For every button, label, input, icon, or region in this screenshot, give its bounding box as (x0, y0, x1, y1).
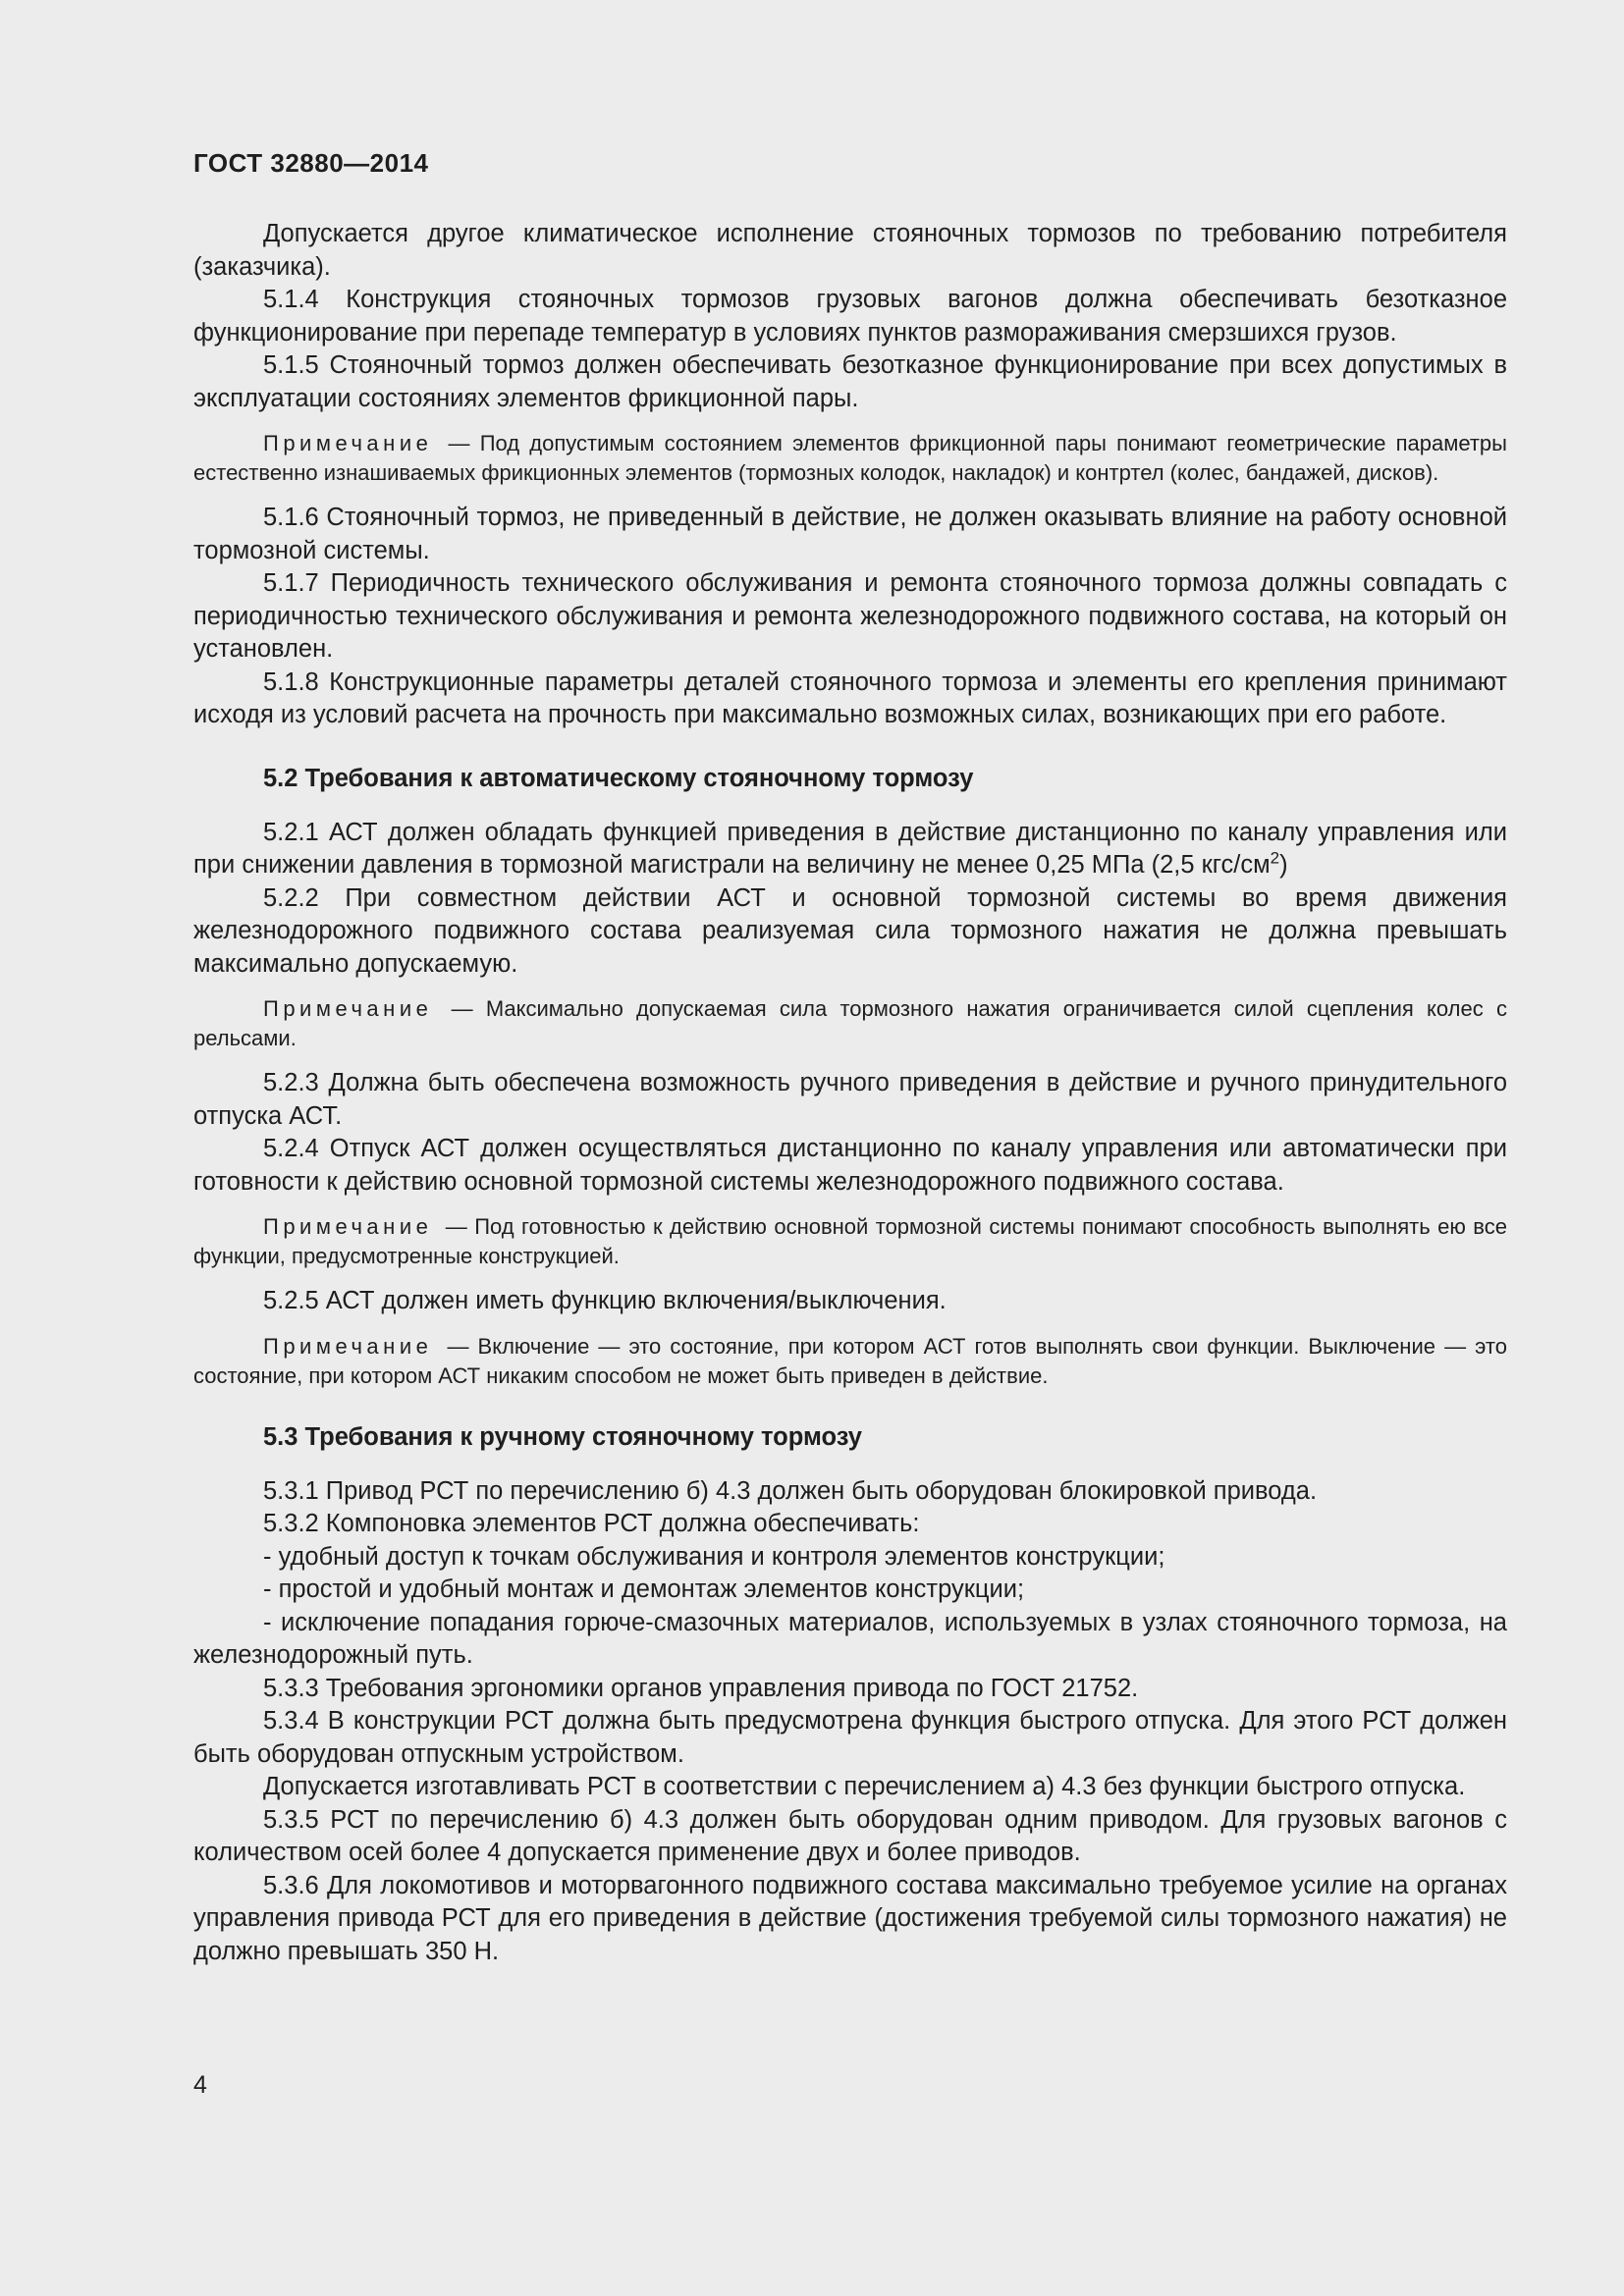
note-text: Под готовностью к действию основной тормозной системы понимают способность выполнять ею все функции, предусмотренные конструкцией. (193, 1214, 1507, 1268)
note-text: Включение — это состояние, при котором АСТ готов выполнять свои функции. Выключение — это состояние, при котором АСТ никаким способом не может быть приведен в действие. (193, 1333, 1507, 1388)
paragraph-5-1-5: 5.1.5 Стояночный тормоз должен обеспечивать безотказное функционирование при всех допустимых в эксплуатации состояниях элементов фрикционной пары. (193, 351, 1507, 412)
document-page (193, 147, 1507, 1968)
note-1 (193, 429, 1507, 488)
paragraph-5-2-1 (193, 817, 1507, 882)
note-4 (193, 1332, 1507, 1391)
paragraph-5-3-5: 5.3.5 РСТ по перечислению б) 4.3 должен быть оборудован одним приводом. Для грузовых вагонов с количеством осей более 4 допускается применение двух и более приводов. (193, 1805, 1507, 1866)
note-dash: — (451, 996, 473, 1021)
note-dash: — (448, 431, 470, 455)
paragraph-5-3-2: 5.3.2 Компоновка элементов РСТ должна обеспечивать: (263, 1510, 920, 1537)
paragraph-5-2-1-end: ) (1279, 851, 1288, 879)
list-item: - удобный доступ к точкам обслуживания и контроля элементов конструкции; (263, 1542, 1165, 1571)
note-label: Примечание (263, 1214, 433, 1239)
superscript: 2 (1270, 848, 1280, 868)
paragraph-5-2-4: 5.2.4 Отпуск АСТ должен осуществляться дистанционно по каналу управления или автоматически при готовности к действию основной тормозной системы железнодорожного подвижного состава. (193, 1135, 1507, 1196)
paragraph-5-3-6: 5.3.6 Для локомотивов и моторвагонного подвижного состава максимально требуемое усилие на органах управления привода РСТ для его приведения в действие (достижения требуемой силы тормозного нажатия) не должно превышать 350 Н. (193, 1871, 1507, 1965)
paragraph-5-1-8: 5.1.8 Конструкционные параметры деталей стояночного тормоза и элементы его крепления принимают исходя из условий расчета на прочность при максимально возможных силах, возникающих при его работе. (193, 667, 1507, 728)
list-item: - простой и удобный монтаж и демонтаж элементов конструкции; (263, 1575, 1025, 1603)
page-number: 4 (193, 2071, 207, 2099)
paragraph-5-1-6: 5.1.6 Стояночный тормоз, не приведенный в действие, не должен оказывать влияние на работу основной тормозной системы. (193, 504, 1507, 564)
paragraph-climate: Допускается другое климатическое исполнение стояночных тормозов по требованию потребителя (заказчика). (193, 220, 1507, 281)
paragraph-5-1-7: 5.1.7 Периодичность технического обслуживания и ремонта стояночного тормоза должны совпадать с периодичностью технического обслуживания и ремонта железнодорожного подвижного состава, на который он установлен. (193, 569, 1507, 663)
note-label: Примечание (263, 996, 433, 1021)
paragraph-5-2-3: 5.2.3 Должна быть обеспечена возможность ручного приведения в действие и ручного принудительного отпуска АСТ. (193, 1069, 1507, 1130)
paragraph-5-3-4: 5.3.4 В конструкции РСТ должна быть предусмотрена функция быстрого отпуска. Для этого РСТ должен быть оборудован отпускным устройством. (193, 1707, 1507, 1768)
section-heading-5-2: 5.2 Требования к автоматическому стояночному тормозу (263, 764, 974, 792)
note-dash: — (445, 1214, 467, 1239)
note-label: Примечание (263, 431, 433, 455)
paragraph-5-1-4: 5.1.4 Конструкция стояночных тормозов грузовых вагонов должна обеспечивать безотказное функционирование при перепаде температур в условиях пунктов размораживания смерзшихся грузов. (193, 286, 1507, 347)
note-text: Максимально допускаемая сила тормозного нажатия ограничивается силой сцепления колес с рельсами. (193, 996, 1507, 1050)
paragraph-5-2-1-text: 5.2.1 АСТ должен обладать функцией приведения в действие дистанционно по каналу управления или при снижении давления в тормозной магистрали на величину не менее 0,25 МПа (2,5 кгс/см (193, 818, 1507, 879)
document-header: ГОСТ 32880—2014 (193, 148, 429, 178)
note-3 (193, 1212, 1507, 1271)
list-item: - исключение попадания горюче-смазочных материалов, используемых в узлах стояночного тормоза, на железнодорожный путь. (193, 1608, 1507, 1669)
section-heading-5-3: 5.3 Требования к ручному стояночному тормозу (263, 1422, 862, 1451)
paragraph-5-3-3: 5.3.3 Требования эргономики органов управления привода по ГОСТ 21752. (263, 1674, 1139, 1702)
note-text: Под допустимым состоянием элементов фрикционной пары понимают геометрические параметры естественно изнашиваемых фрикционных элементов (тормозных колодок, накладок) и контртел (колес, бандажей, дисков). (193, 431, 1507, 485)
paragraph-5-2-2: 5.2.2 При совместном действии АСТ и основной тормозной системы во время движения железнодорожного подвижного состава реализуемая сила тормозного нажатия не должна превышать максимально допускаемую. (193, 883, 1507, 978)
paragraph-5-3-4-b: Допускается изготавливать РСТ в соответствии с перечислением а) 4.3 без функции быстрого отпуска. (263, 1773, 1466, 1800)
paragraph-5-3-1: 5.3.1 Привод РСТ по перечислению б) 4.3 должен быть оборудован блокировкой привода. (263, 1476, 1318, 1505)
note-label: Примечание (263, 1333, 433, 1359)
note-2 (193, 994, 1507, 1053)
note-dash: — (447, 1333, 469, 1359)
paragraph-5-2-5: 5.2.5 АСТ должен иметь функцию включения/выключения. (263, 1287, 947, 1314)
